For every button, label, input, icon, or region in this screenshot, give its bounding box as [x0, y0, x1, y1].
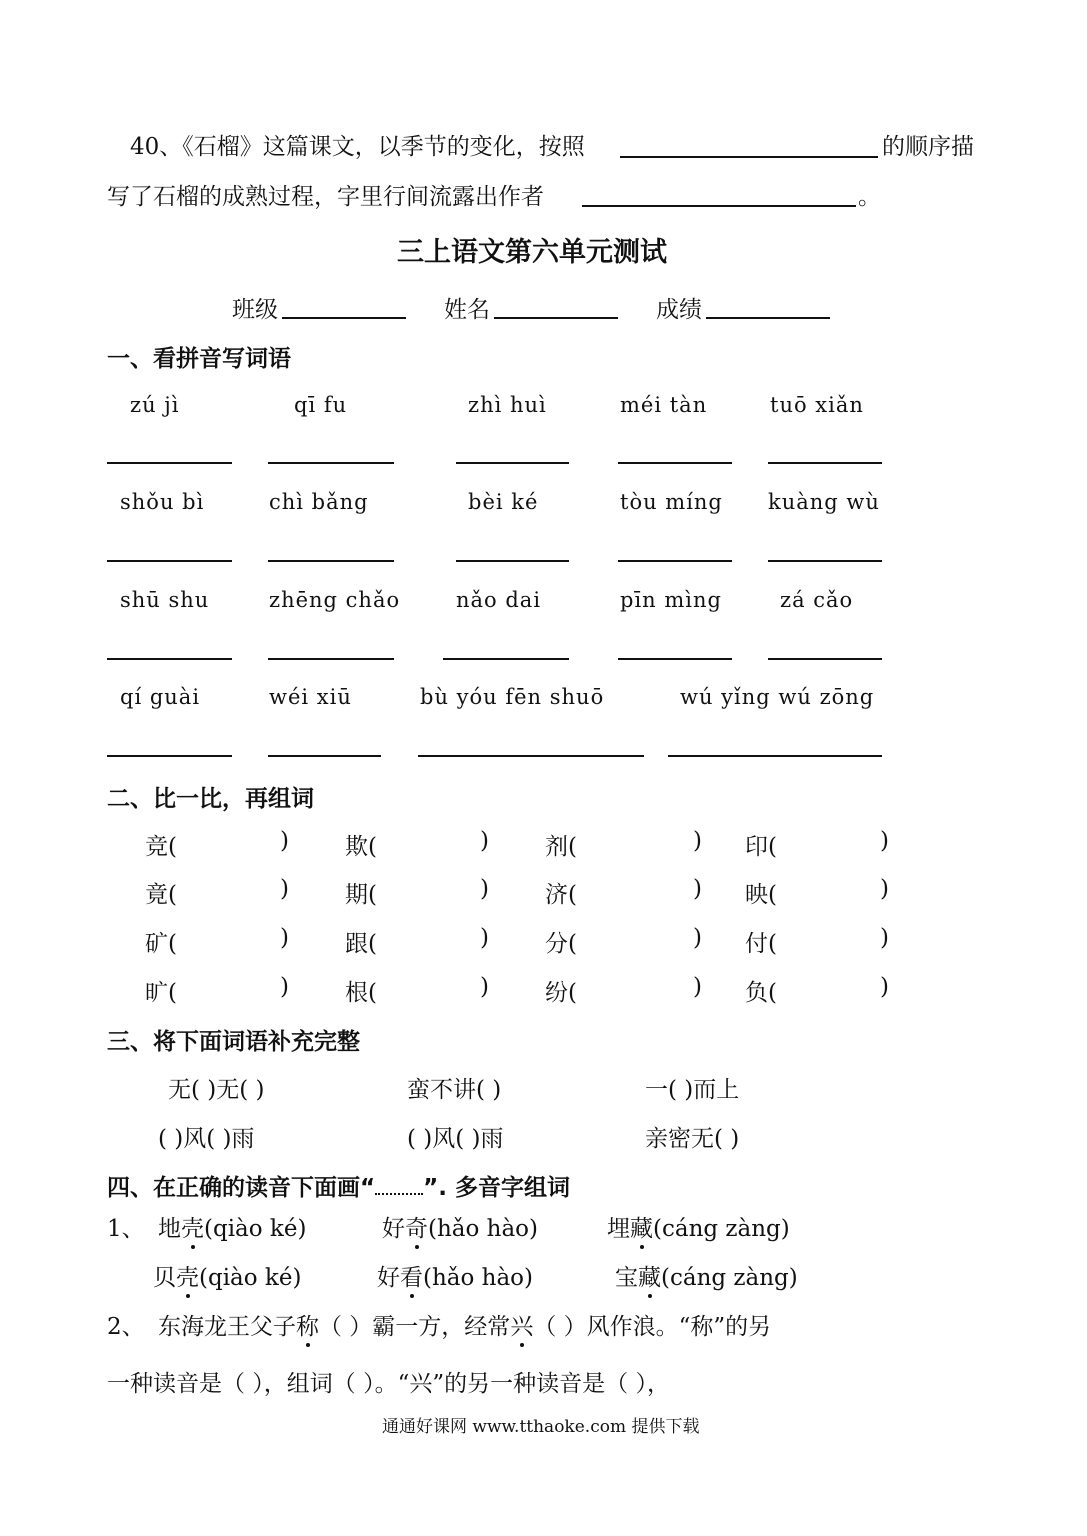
q40-text-c: 写了石榴的成熟过程，字里行间流露出作者	[107, 184, 544, 210]
paren-close[interactable]: )	[880, 925, 889, 951]
section2-heading: 二、比一比，再组词	[107, 786, 314, 812]
answer-blank[interactable]	[268, 658, 394, 660]
compare-char: 根(	[345, 980, 377, 1006]
answer-blank[interactable]	[768, 560, 882, 562]
compare-char: 竞(	[145, 834, 177, 860]
paren-close[interactable]: )	[280, 974, 289, 1000]
paren-close[interactable]: )	[480, 876, 489, 902]
pinyin: kuàng wù	[768, 490, 880, 514]
answer-blank[interactable]	[443, 658, 569, 660]
answer-blank[interactable]	[107, 658, 232, 660]
pinyin: zú jì	[130, 393, 180, 417]
paren-close[interactable]: )	[693, 974, 702, 1000]
q2-label: 2、	[107, 1314, 145, 1340]
compare-char: 济(	[545, 882, 577, 908]
q40-text-a: 40、《石榴》这篇课文，以季节的变化，按照	[130, 134, 585, 160]
polyphone-item[interactable]: 好奇(hǎo hào)	[382, 1216, 539, 1242]
compare-char: 分(	[545, 931, 577, 957]
q40-line1	[130, 128, 585, 161]
pinyin: méi tàn	[620, 393, 708, 417]
answer-blank[interactable]	[456, 560, 569, 562]
q2-line2: 一种读音是（ ），组词（ ）。“兴”的另一种读音是（ ），	[107, 1371, 670, 1397]
name-blank[interactable]	[494, 317, 618, 319]
answer-blank[interactable]	[668, 755, 882, 757]
score-blank[interactable]	[706, 317, 830, 319]
paren-close[interactable]: )	[693, 828, 702, 854]
paren-close[interactable]: )	[280, 925, 289, 951]
page-title: 三上语文第六单元测试	[397, 237, 667, 268]
answer-blank[interactable]	[107, 462, 232, 464]
answer-blank[interactable]	[618, 560, 732, 562]
compare-char: 纷(	[545, 980, 577, 1006]
compare-char: 印(	[745, 834, 777, 860]
compare-char: 竟(	[145, 882, 177, 908]
q40-blank-1[interactable]	[620, 156, 878, 158]
pinyin: chì bǎng	[269, 490, 369, 514]
compare-char: 旷(	[145, 980, 177, 1006]
compare-char: 跟(	[345, 931, 377, 957]
section4-heading: 四、在正确的读音下面画“ ”. 多音字组词	[107, 1175, 570, 1201]
pinyin: pīn mìng	[620, 588, 722, 612]
fill-item[interactable]: 无( )无( )	[168, 1077, 265, 1103]
pinyin: tuō xiǎn	[770, 393, 864, 417]
pinyin: shū shu	[120, 588, 210, 612]
footer-text: 通通好课网 www.tthaoke.com 提供下载	[382, 1417, 700, 1437]
answer-blank[interactable]	[268, 560, 394, 562]
pinyin: zhēng chǎo	[269, 588, 401, 612]
paren-close[interactable]: )	[880, 828, 889, 854]
answer-blank[interactable]	[268, 755, 381, 757]
q40-text-b: 的顺序描	[882, 134, 974, 160]
fill-item[interactable]: 一( )而上	[645, 1077, 740, 1103]
polyphone-item[interactable]: 贝壳(qiào ké)	[153, 1265, 302, 1291]
pinyin: bù yóu fēn shuō	[420, 685, 605, 709]
pinyin: bèi ké	[468, 490, 539, 514]
class-label: 班级	[232, 297, 278, 323]
paren-close[interactable]: )	[880, 876, 889, 902]
paren-close[interactable]: )	[693, 925, 702, 951]
fill-item[interactable]: ( )风( )雨	[407, 1126, 504, 1152]
answer-blank[interactable]	[268, 462, 394, 464]
pinyin: tòu míng	[620, 490, 723, 514]
pinyin: zhì huì	[468, 393, 547, 417]
name-label: 姓名	[444, 297, 490, 323]
fill-item[interactable]: 亲密无( )	[645, 1126, 740, 1152]
pinyin: wú yǐng wú zōng	[680, 685, 875, 709]
class-blank[interactable]	[282, 317, 406, 319]
polyphone-item[interactable]: 埋藏(cáng zàng)	[607, 1216, 790, 1242]
compare-char: 欺(	[345, 834, 377, 860]
paren-close[interactable]: )	[480, 974, 489, 1000]
paren-close[interactable]: )	[280, 876, 289, 902]
answer-blank[interactable]	[107, 560, 232, 562]
pinyin: qī fu	[294, 393, 348, 417]
compare-char: 剂(	[545, 834, 577, 860]
answer-blank[interactable]	[456, 462, 569, 464]
fill-item[interactable]: 蛮不讲( )	[407, 1077, 502, 1103]
answer-blank[interactable]	[418, 755, 644, 757]
section3-heading: 三、将下面词语补充完整	[107, 1029, 360, 1055]
answer-blank[interactable]	[618, 462, 732, 464]
pinyin: wéi xiū	[269, 685, 352, 709]
compare-char: 映(	[745, 882, 777, 908]
compare-char: 付(	[745, 931, 777, 957]
section1-heading: 一、看拼音写词语	[107, 346, 291, 372]
score-label: 成绩	[656, 297, 702, 323]
q2-line1: 东海龙王父子称（ ）霸一方，经常兴（ ）风作浪。“称”的另	[158, 1314, 772, 1340]
pinyin: qí guài	[120, 685, 201, 709]
paren-close[interactable]: )	[480, 925, 489, 951]
pinyin: zá cǎo	[780, 588, 854, 612]
compare-char: 矿(	[145, 931, 177, 957]
answer-blank[interactable]	[107, 755, 232, 757]
paren-close[interactable]: )	[693, 876, 702, 902]
paren-close[interactable]: )	[280, 828, 289, 854]
q40-blank-2[interactable]	[582, 205, 856, 207]
fill-item[interactable]: ( )风( )雨	[158, 1126, 255, 1152]
underline-sample	[375, 1175, 423, 1195]
paren-close[interactable]: )	[880, 974, 889, 1000]
q40-text-d: 。	[858, 184, 881, 210]
paren-close[interactable]: )	[480, 828, 489, 854]
compare-char: 负(	[745, 980, 777, 1006]
pinyin: nǎo dai	[456, 588, 542, 612]
polyphone-item[interactable]: 好看(hǎo hào)	[377, 1265, 534, 1291]
polyphone-item[interactable]: 地壳(qiào ké)	[158, 1216, 307, 1242]
answer-blank[interactable]	[768, 658, 882, 660]
polyphone-item[interactable]: 宝藏(cáng zàng)	[615, 1265, 798, 1291]
answer-blank[interactable]	[768, 462, 882, 464]
compare-char: 期(	[345, 882, 377, 908]
pinyin: shǒu bì	[120, 490, 205, 514]
answer-blank[interactable]	[618, 658, 732, 660]
q1-label: 1、	[107, 1216, 145, 1242]
